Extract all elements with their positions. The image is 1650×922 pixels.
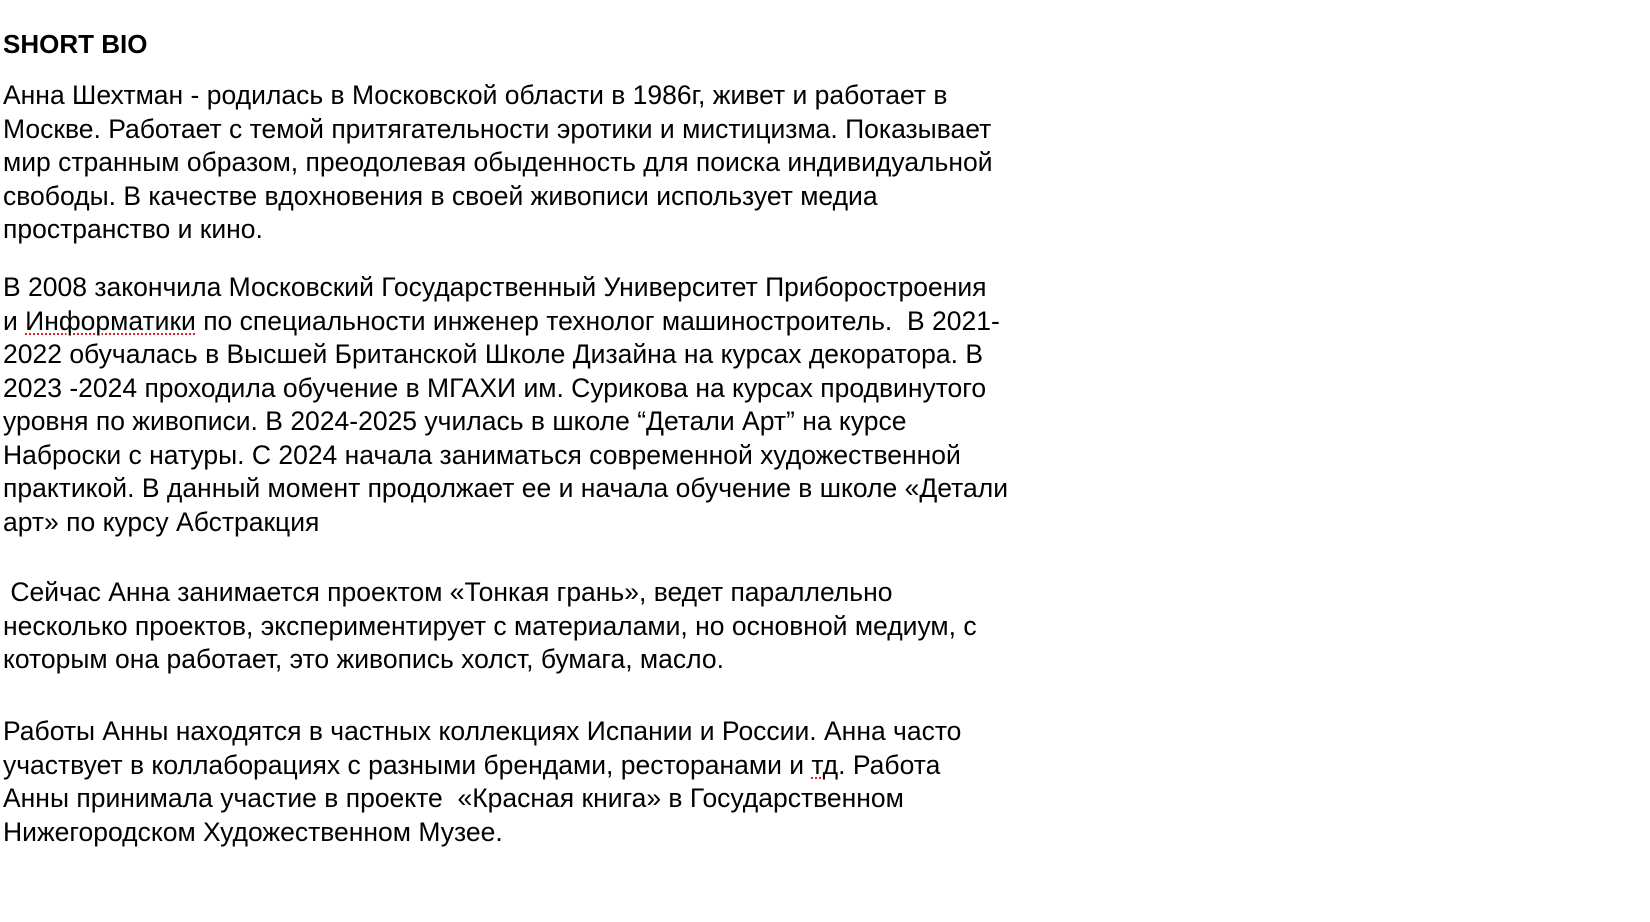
bio-paragraph-education: [3, 271, 1008, 539]
bio-paragraph-intro: [3, 79, 993, 247]
text-line: Работы Анны находятся в частных коллекциях Испании и России. Анна часто: [3, 716, 962, 746]
text-line: свободы. В качестве вдохновения в своей живописи использует медиа: [3, 180, 878, 211]
text-line: Сейчас Анна занимается проектом «Тонкая грань», ведет параллельно: [3, 577, 893, 607]
text-line: которым она работает, это живопись холст, бумага, масло.: [3, 644, 724, 674]
text-segment: участвует в коллаборациях с разными брендами, ресторанами и: [3, 749, 812, 780]
text-line: Москве. Работает с темой притягательности эротики и мистицизма. Показывает: [3, 113, 992, 144]
spellcheck-flagged-word[interactable]: Информатики: [25, 305, 196, 336]
bio-paragraph-current-work: [3, 576, 977, 677]
text-line: пространство и кино.: [3, 214, 263, 244]
text-line: практикой. В данный момент продолжает ее и начала обучение в школе «Детали: [3, 473, 1008, 503]
text-line: В 2008 закончила Московский Государственный Университет Приборостроения: [3, 272, 987, 302]
text-line: Анна Шехтман - родилась в Московской области в 1986г, живет и работает в: [3, 80, 948, 110]
text-line: Наброски с натуры. С 2024 начала заниматься современной художественной: [3, 439, 961, 470]
text-line: уровня по живописи. В 2024-2025 училась в школе “Детали Арт” на курсе: [3, 406, 907, 436]
text-line: Нижегородском Художественном Музее.: [3, 816, 503, 847]
text-segment: . Работа: [838, 749, 941, 780]
text-line: Анны принимала участие в проекте «Красная книга» в Государственном: [3, 783, 904, 813]
bio-paragraph-collections: [3, 715, 961, 849]
text-line: 2022 обучалась в Высшей Британской Школе Дизайна на курсах декоратора. В: [3, 339, 983, 369]
spellcheck-flagged-word[interactable]: тд: [811, 749, 839, 780]
text-line: 2023 -2024 проходила обучение в МГАХИ им. Сурикова на курсах продвинутого: [3, 372, 987, 403]
text-segment: по специальности инженер технолог машиностроитель. В 2021-: [195, 305, 1000, 336]
text-line: арт» по курсу Абстракция: [3, 506, 320, 537]
text-line: мир странным образом, преодолевая обыденность для поиска индивидуальной: [3, 147, 993, 177]
text-segment: и: [3, 305, 26, 336]
text-line: несколько проектов, экспериментирует с материалами, но основной медиум, с: [3, 610, 977, 641]
text-line: [3, 305, 1008, 339]
section-heading: SHORT BIO: [3, 29, 148, 59]
text-line: [3, 749, 961, 783]
